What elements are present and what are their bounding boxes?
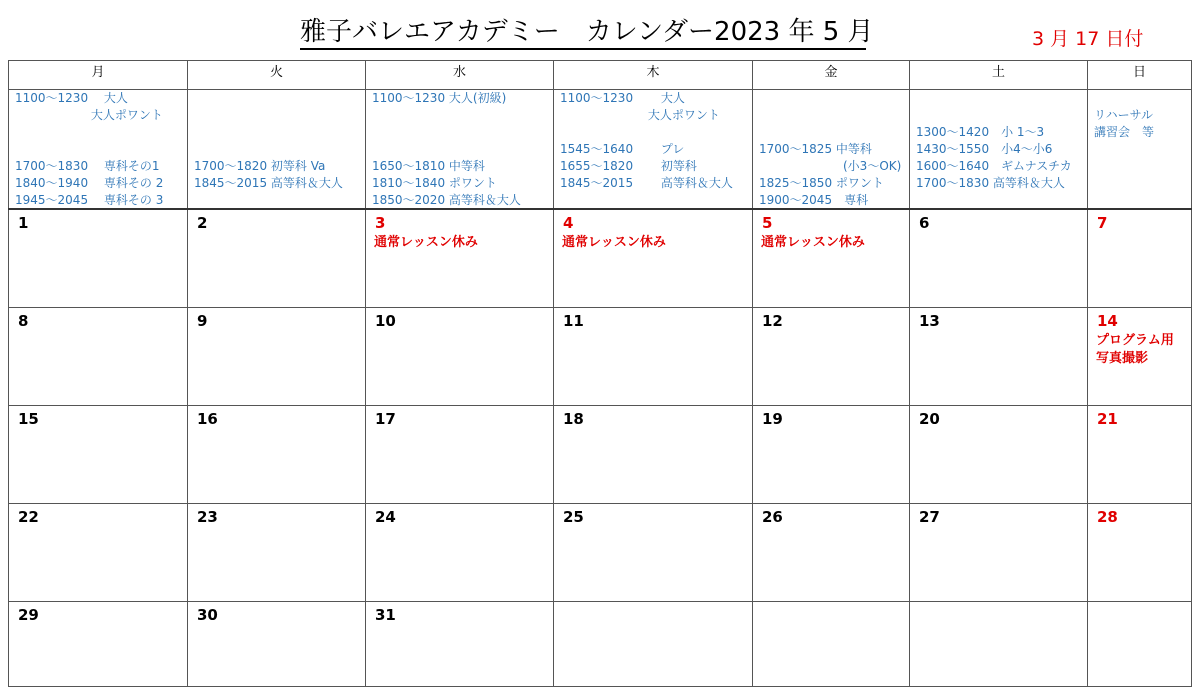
day-cell-sun xyxy=(1088,209,1192,308)
day-cell-fri xyxy=(753,209,910,308)
day-cell-wed xyxy=(366,602,554,687)
weekday-header-row xyxy=(9,61,1192,90)
schedule-line: 1700～1830 高等科＆大人 xyxy=(916,176,1065,190)
day-cell-thu xyxy=(554,602,753,687)
schedule-line: 1300～1420 小 1～3 xyxy=(916,125,1045,139)
day-cell-tue xyxy=(188,209,366,308)
schedule-line: (小3～OK) xyxy=(759,159,902,173)
weekday-header-sat: 土 xyxy=(910,61,1088,90)
day-cell-fri xyxy=(753,504,910,602)
schedule-cell-tue xyxy=(188,90,366,210)
day-cell-thu xyxy=(554,308,753,406)
day-number: 23 xyxy=(197,508,218,526)
day-number: 30 xyxy=(197,606,218,624)
day-cell-mon xyxy=(9,504,188,602)
day-cell-tue xyxy=(188,602,366,687)
schedule-line: 1945～2045 専科その 3 xyxy=(15,193,164,207)
day-note: 通常レッスン休み xyxy=(374,235,478,250)
day-number: 5 xyxy=(762,214,773,232)
schedule-line: 1545～1640 プレ xyxy=(560,142,685,156)
schedule-line: 1810～1840 ポワント xyxy=(372,176,497,190)
day-cell-fri xyxy=(753,602,910,687)
day-number: 24 xyxy=(375,508,396,526)
day-cell-wed xyxy=(366,406,554,504)
day-number: 15 xyxy=(18,410,39,428)
schedule-cell-fri xyxy=(753,90,910,210)
schedule-line: 1100～1230 大人 xyxy=(560,91,685,105)
schedule-line: 講習会 等 xyxy=(1094,125,1155,139)
day-number: 3 xyxy=(375,214,386,232)
day-number: 10 xyxy=(375,312,396,330)
day-cell-tue xyxy=(188,308,366,406)
day-number: 19 xyxy=(762,410,783,428)
day-note: 通常レッスン休み xyxy=(761,235,865,250)
day-number: 18 xyxy=(563,410,584,428)
calendar-week-row xyxy=(9,406,1192,504)
day-number: 11 xyxy=(563,312,584,330)
day-cell-mon xyxy=(9,209,188,308)
day-cell-mon xyxy=(9,406,188,504)
day-number: 27 xyxy=(919,508,940,526)
day-cell-wed xyxy=(366,504,554,602)
day-cell-sun xyxy=(1088,308,1192,406)
schedule-cell-sun xyxy=(1088,90,1192,210)
day-cell-wed xyxy=(366,209,554,308)
schedule-line: リハーサル xyxy=(1094,108,1154,122)
calendar-week-row xyxy=(9,308,1192,406)
schedule-line: 大人ポワント xyxy=(15,108,163,122)
schedule-line: 1655～1820 初等科 xyxy=(560,159,697,173)
schedule-line: 1100～1230 大人 xyxy=(15,91,128,105)
day-cell-thu xyxy=(554,504,753,602)
day-number: 12 xyxy=(762,312,783,330)
day-cell-tue xyxy=(188,504,366,602)
day-cell-sat xyxy=(910,406,1088,504)
day-number: 13 xyxy=(919,312,940,330)
day-note: 通常レッスン休み xyxy=(562,235,666,250)
weekday-header-thu: 木 xyxy=(554,61,753,90)
day-cell-thu xyxy=(554,406,753,504)
day-number: 8 xyxy=(18,312,29,330)
day-number: 9 xyxy=(197,312,208,330)
day-cell-sat xyxy=(910,602,1088,687)
calendar-weeks xyxy=(9,209,1192,687)
schedule-line: 1100～1230 大人(初級) xyxy=(372,91,507,105)
day-number: 28 xyxy=(1097,508,1118,526)
day-cell-sat xyxy=(910,504,1088,602)
day-number: 17 xyxy=(375,410,396,428)
schedule-cell-thu xyxy=(554,90,753,210)
day-number: 31 xyxy=(375,606,396,624)
calendar-week-row xyxy=(9,602,1192,687)
day-number: 6 xyxy=(919,214,930,232)
day-cell-mon xyxy=(9,602,188,687)
day-number: 4 xyxy=(563,214,574,232)
day-number: 22 xyxy=(18,508,39,526)
schedule-line: 1430～1550 小4～小6 xyxy=(916,142,1053,156)
weekday-header-tue: 火 xyxy=(188,61,366,90)
day-number: 1 xyxy=(18,214,29,232)
schedule-line: 1700～1825 中等科 xyxy=(759,142,872,156)
schedule-line: 1650～1810 中等科 xyxy=(372,159,485,173)
calendar-week-row xyxy=(9,209,1192,308)
weekday-header-sun: 日 xyxy=(1088,61,1192,90)
schedule-cell-mon xyxy=(9,90,188,210)
day-number: 29 xyxy=(18,606,39,624)
weekday-header-wed: 水 xyxy=(366,61,554,90)
calendar-week-row xyxy=(9,504,1192,602)
schedule-line: 大人ポワント xyxy=(560,108,720,122)
schedule-line: 1825～1850 ポワント xyxy=(759,176,884,190)
day-cell-thu xyxy=(554,209,753,308)
weekly-schedule-row xyxy=(9,90,1192,210)
day-number: 20 xyxy=(919,410,940,428)
day-number: 26 xyxy=(762,508,783,526)
day-number: 16 xyxy=(197,410,218,428)
schedule-line: 1845～2015 高等科＆大人 xyxy=(194,176,343,190)
schedule-line: 1900～2045 専科 xyxy=(759,193,869,207)
schedule-cell-sat xyxy=(910,90,1088,210)
schedule-cell-wed xyxy=(366,90,554,210)
schedule-line: 1700～1820 初等科 Va xyxy=(194,159,326,173)
day-number: 14 xyxy=(1097,312,1118,330)
schedule-line: 1850～2020 高等科＆大人 xyxy=(372,193,521,207)
day-cell-mon xyxy=(9,308,188,406)
weekday-header-fri: 金 xyxy=(753,61,910,90)
day-cell-sat xyxy=(910,308,1088,406)
schedule-line: 1700～1830 専科その1 xyxy=(15,159,160,173)
schedule-line: 1600～1640 ギムナスチカ xyxy=(916,159,1072,173)
day-number: 2 xyxy=(197,214,208,232)
day-cell-sun xyxy=(1088,602,1192,687)
schedule-line: 1840～1940 専科その 2 xyxy=(15,176,164,190)
day-cell-sat xyxy=(910,209,1088,308)
day-note: プログラム用 写真撮影 xyxy=(1096,333,1174,366)
calendar-title: 雅子バレエアカデミー カレンダー2023 年 5 月 xyxy=(300,16,866,50)
schedule-line: 1845～2015 高等科＆大人 xyxy=(560,176,733,190)
day-cell-sun xyxy=(1088,406,1192,504)
day-cell-fri xyxy=(753,406,910,504)
day-cell-tue xyxy=(188,406,366,504)
issue-date: 3 月 17 日付 xyxy=(1032,28,1144,50)
day-number: 7 xyxy=(1097,214,1108,232)
day-number: 21 xyxy=(1097,410,1118,428)
day-cell-wed xyxy=(366,308,554,406)
day-cell-fri xyxy=(753,308,910,406)
month-calendar-table xyxy=(8,60,1192,687)
weekday-header-mon: 月 xyxy=(9,61,188,90)
day-cell-sun xyxy=(1088,504,1192,602)
day-number: 25 xyxy=(563,508,584,526)
